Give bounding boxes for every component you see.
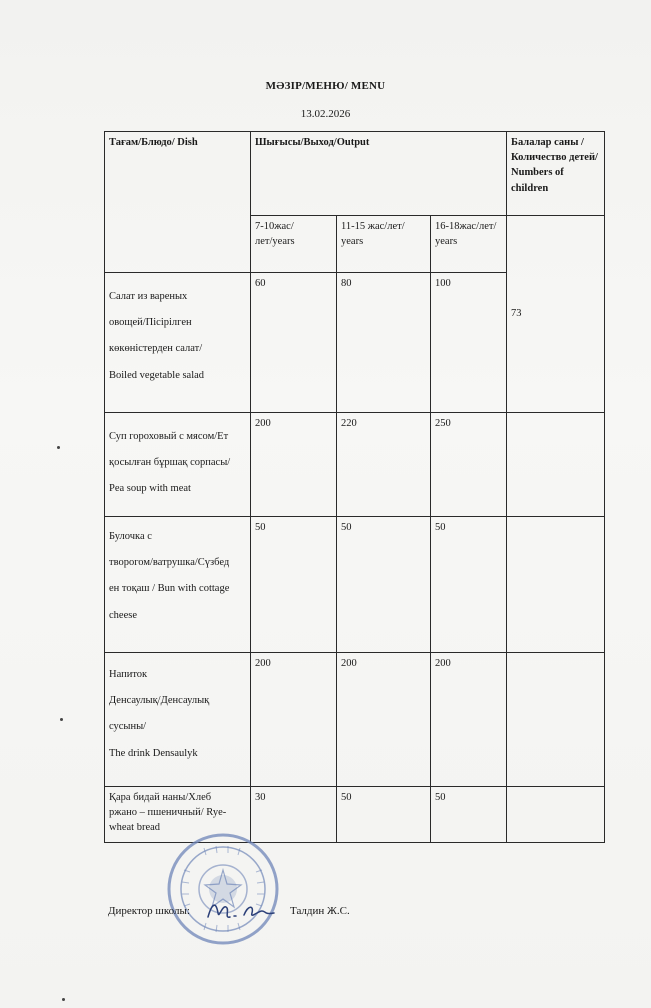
value-cell: 50 [337,517,431,653]
value-cell: 250 [431,413,507,517]
dish-line: wheat bread [109,822,161,834]
document-date: 13.02.2026 [300,108,351,120]
dish-cell [105,653,251,787]
children-count: 73 [511,308,522,320]
dish-line: cheese [109,609,137,621]
dish-line: Булочка с [109,531,152,542]
dish-line: Pea soup with meat [109,483,191,495]
value-cell: 50 [431,517,507,653]
empty-cell [507,787,605,843]
dish-line: Суп гороховый с мясом/Ет [109,431,229,442]
document-title: МӘЗІР/МЕНЮ/ MENU [265,80,386,92]
footer [108,905,350,917]
signature-icon [204,899,278,925]
empty-cell [507,413,605,517]
age-group-16-18: 16-18жас/лет/ years [431,216,507,273]
children-header: Балалар саны /Количество детей/ Numbers of children [507,132,605,216]
dish-line: қосылған бұршақ сорпасы/ [109,457,231,469]
empty-cell [507,653,605,787]
dish-line: Boiled vegetable salad [109,369,205,381]
value-cell: 100 [431,273,507,413]
value-cell: 200 [251,413,337,517]
dish-line: ен тоқаш / Bun with cottage [109,583,230,595]
dish-cell [105,413,251,517]
dish-line: көкөністерден салат/ [109,343,203,355]
dish-cell [105,273,251,413]
dish-line: Денсаулық/Денсаулық [109,695,210,707]
value-cell: 200 [251,653,337,787]
value-cell: 30 [251,787,337,843]
value-cell: 200 [337,653,431,787]
value-cell: 80 [337,273,431,413]
dish-line: творогом/ватрушка/Сүзбед [109,557,230,569]
dish-line: Напиток [109,669,148,680]
value-cell: 220 [337,413,431,517]
menu-table [104,131,605,843]
dish-header: Тағам/Блюдо/ Dish [105,132,251,273]
value-cell: 50 [431,787,507,843]
dish-line: Қара бидай наны/Хлеб [109,792,212,803]
dish-line: сусыны/ [109,721,147,733]
value-cell: 50 [251,517,337,653]
children-count-cell [507,216,605,413]
age-group-11-15: 11-15 жас/лет/ years [337,216,431,273]
school-seal-icon [164,830,282,948]
value-cell: 200 [431,653,507,787]
director-name: Талдин Ж.С. [290,905,350,917]
table-row [105,413,605,517]
scan-speck [62,998,65,1001]
scan-speck [57,446,60,449]
value-cell: 60 [251,273,337,413]
table-row [105,653,605,787]
empty-cell [507,517,605,653]
scan-speck [60,718,63,721]
dish-line: The drink Densaulyk [109,747,198,759]
value-cell: 50 [337,787,431,843]
dish-line: Салат из вареных [109,291,188,302]
dish-line: ржано – пшеничный/ Rye- [109,807,227,819]
dish-line: овощей/Пісірілген [109,317,192,329]
dish-cell [105,517,251,653]
director-label: Директор школы: [108,905,190,917]
age-group-7-10: 7-10жас/лет/years [251,216,337,273]
table-row [105,517,605,653]
output-header: Шығысы/Выход/Output [251,132,507,216]
